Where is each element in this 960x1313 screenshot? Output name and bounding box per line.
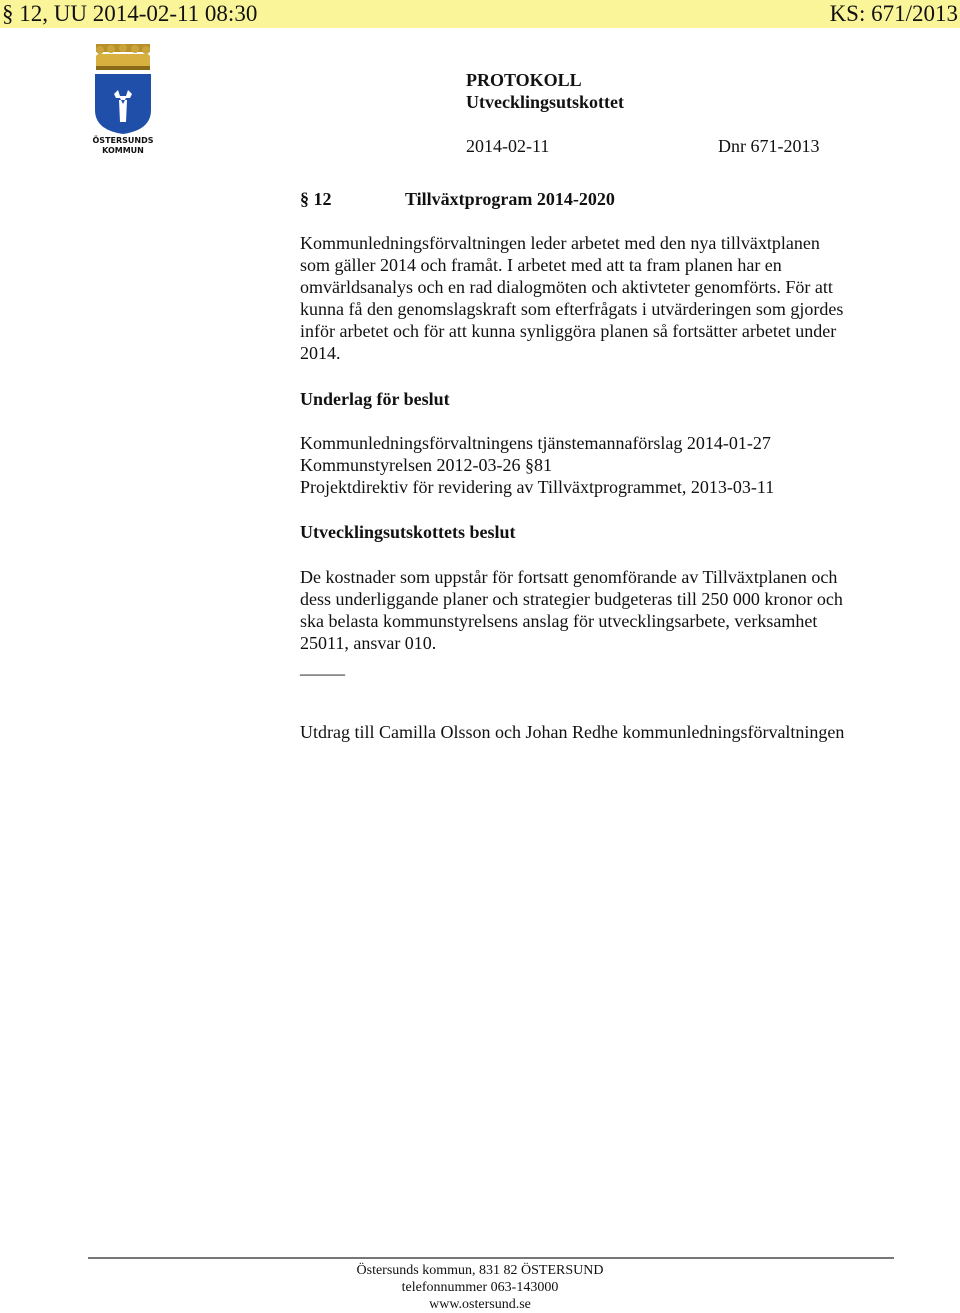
underlag-heading: Underlag för beslut [300, 389, 450, 409]
footer-phone: telefonnummer 063-143000 [401, 1280, 559, 1295]
logo-line-1: ÖSTERSUNDS [92, 136, 154, 145]
document-type: PROTOKOLL [466, 70, 582, 90]
paragraph-reference: § 12, UU 2014-02-11 08:30 [2, 1, 258, 26]
document-header-bar [0, 0, 960, 28]
decision-text: De kostnader som uppstår för fortsatt genomförande av Tillväxtplanen och dess underliggande planer och strategier budgeteras till 250 000 kronor och ska belasta kommunstyrelsens anslag för utvecklingsarbete, verksamhet 25011, ansvar 010. [300, 567, 843, 653]
committee-name: Utvecklingsutskottet [466, 92, 624, 112]
distribution-note: Utdrag till Camilla Olsson och Johan Redhe kommunledningsförvaltningen [300, 722, 845, 742]
section-title: Tillväxtprogram 2014-2020 [405, 189, 615, 209]
underlag-item: Kommunstyrelsen 2012-03-26 §81 [300, 455, 552, 475]
footer-address: Östersunds kommun, 831 82 ÖSTERSUND [356, 1263, 604, 1278]
decision-heading: Utvecklingsutskottets beslut [300, 522, 516, 542]
separator-line: _____ [300, 657, 345, 677]
logo-line-2: KOMMUN [102, 146, 144, 155]
footer-website[interactable]: www.ostersund.se [429, 1297, 531, 1312]
intro-paragraph: Kommunledningsförvaltningen leder arbetet med den nya tillväxtplanen som gäller 2014 och framåt. I arbetet med att ta fram planen har en omvärldsanalys och en rad dialogmöten och aktivteter genomförts. För att kunna få den genomslagskraft som efterfrågats i utvärderingen som gjordes inför arbetet och för att kunna synliggöra planen så fortsätter arbetet under 2014. [300, 233, 844, 363]
footer-divider [88, 1257, 894, 1259]
section-number: § 12 [300, 189, 332, 209]
meeting-date: 2014-02-11 [466, 136, 550, 156]
diary-number: Dnr 671-2013 [718, 136, 820, 156]
underlag-item: Projektdirektiv för revidering av Tillväxtprogrammet, 2013-03-11 [300, 477, 775, 497]
underlag-item: Kommunledningsförvaltningens tjänstemannaförslag 2014-01-27 [300, 433, 771, 453]
logo-text [86, 136, 160, 156]
case-number: KS: 671/2013 [829, 1, 958, 26]
